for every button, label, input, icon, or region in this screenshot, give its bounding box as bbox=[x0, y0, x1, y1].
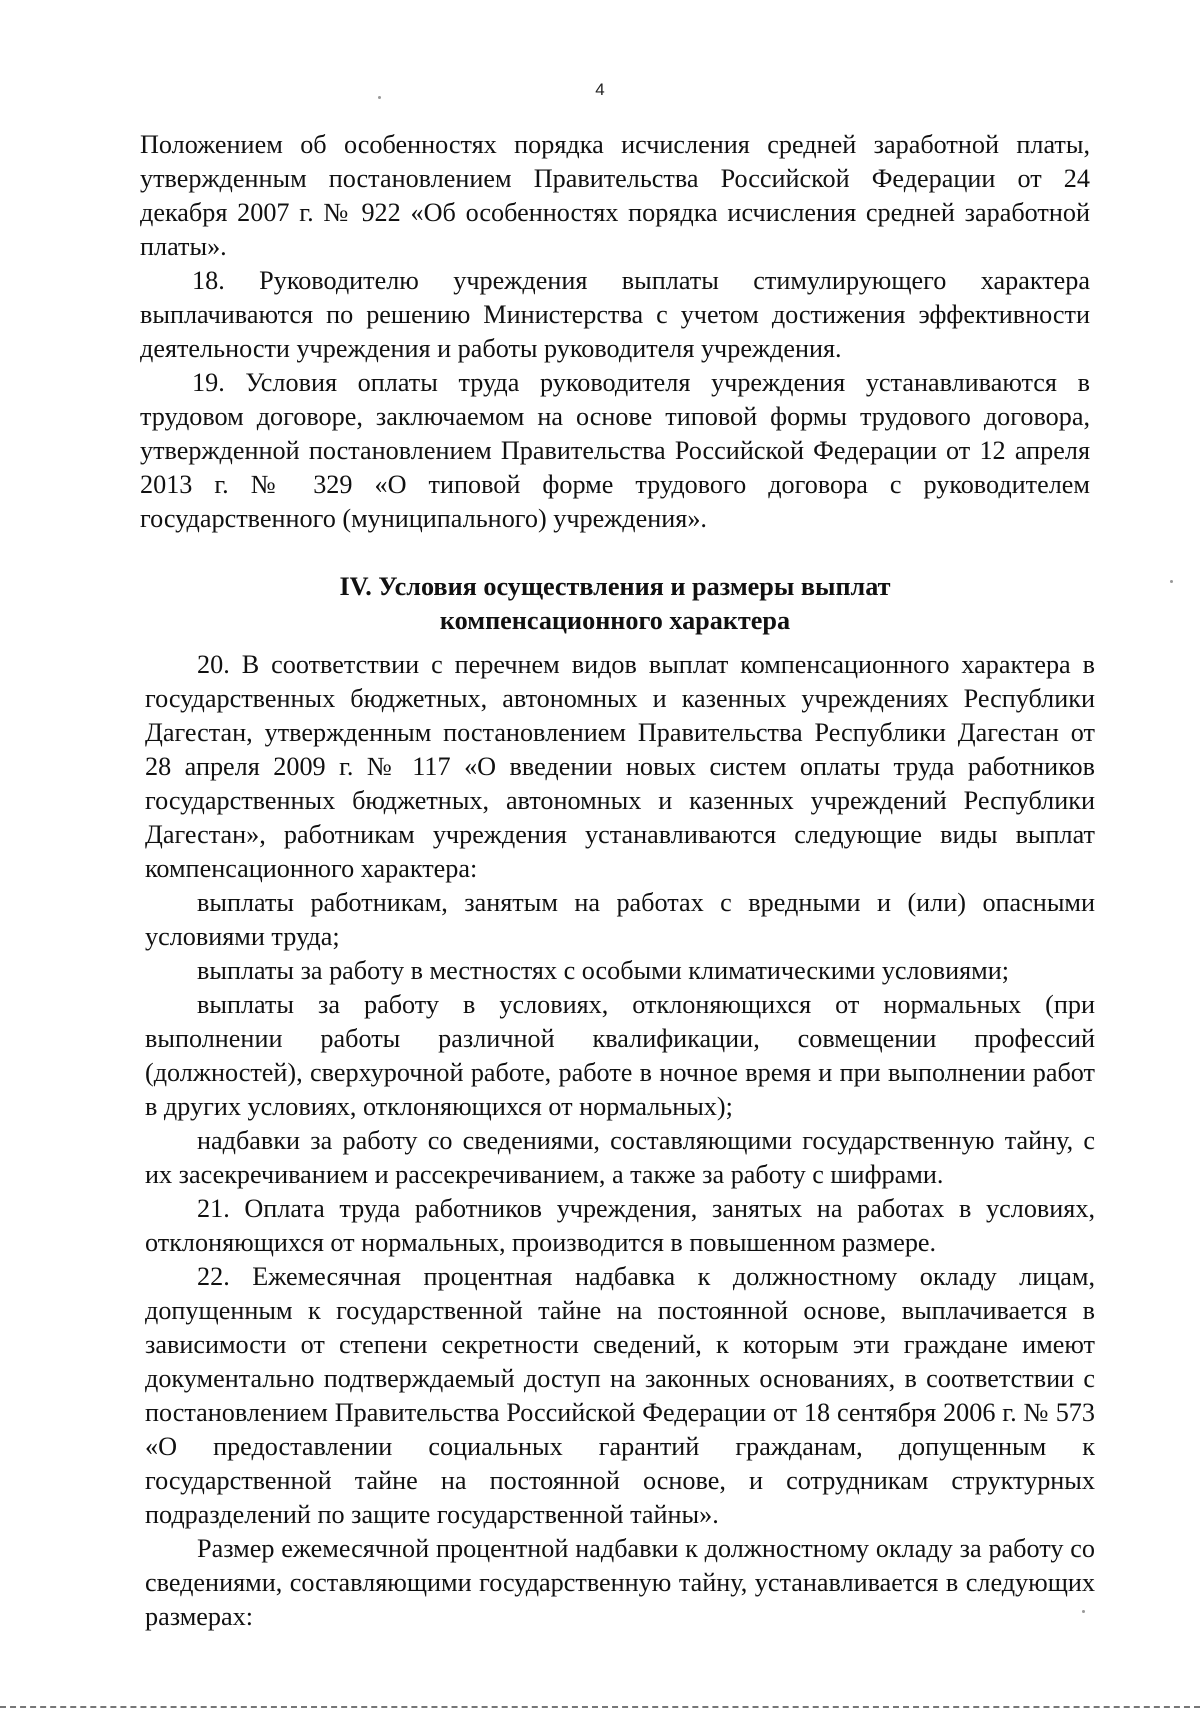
scan-artifact bbox=[1082, 1610, 1085, 1613]
text-block-top bbox=[140, 128, 1090, 638]
section-heading-line-1: IV. Условия осуществления и размеры выплат bbox=[339, 572, 891, 601]
paragraph-19: 19. Условия оплаты труда руководителя учреждения устанавливаются в трудовом договоре, заключаемом на основе типовой формы трудового договора, утвержденной постановлением Правительства Российской Федерации от 12 апреля 2013 г. № 329 «О типовой форме трудового договора с руководителем государственного (муниципального) учреждения». bbox=[140, 368, 1090, 533]
paragraph-20: 20. В соответствии с перечнем видов выплат компенсационного характера в государственных бюджетных, автономных и казенных учреждениях Республики Дагестан, утвержденным постановлением Правительства Республики Дагестан от 28 апреля 2009 г. № 117 «О введении новых систем оплаты труда работников государственных бюджетных, автономных и казенных учреждений Республики Дагестан», работникам учреждения устанавливаются следующие виды выплат компенсационного характера: bbox=[145, 650, 1095, 883]
paragraph-allowance-size: Размер ежемесячной процентной надбавки к должностному окладу за работу со сведениями, составляющими государственную тайну, устанавливается в следующих размерах: bbox=[145, 1534, 1095, 1631]
text-block-section-iv bbox=[145, 648, 1095, 1634]
section-heading-line-2: компенсационного характера bbox=[439, 606, 791, 635]
paragraph-22: 22. Ежемесячная процентная надбавка к должностному окладу лицам, допущенным к государственной тайне на постоянной основе, выплачивается в зависимости от степени секретности сведений, к которым эти граждане имеют документально подтверждаемый доступ на законных основаниях, в соответствии с постановлением Правительства Российской Федерации от 18 сентября 2006 г. № 573 «О предоставлении социальных гарантий гражданам, допущенным к государственной тайне на постоянной основе, и сотрудникам структурных подразделений по защите государственной тайны». bbox=[145, 1262, 1095, 1529]
list-item-harmful-conditions: выплаты работникам, занятым на работах с вредными и (или) опасными условиями труда; bbox=[145, 888, 1095, 951]
paragraph-continuation: Положением об особенностях порядка исчисления средней заработной платы, утвержденным постановлением Правительства Российской Федерации от 24 декабря 2007 г. № 922 «Об особенностях порядка исчисления средней заработной платы». bbox=[140, 130, 1090, 261]
page-number: 4 bbox=[595, 80, 605, 99]
scan-bottom-edge bbox=[0, 1706, 1200, 1708]
list-item-state-secret-allowance: надбавки за работу со сведениями, составляющими государственную тайну, с их засекречиванием и рассекречиванием, а также за работу с шифрами. bbox=[145, 1126, 1095, 1189]
list-item-climatic-conditions: выплаты за работу в местностях с особыми климатическими условиями; bbox=[197, 956, 1010, 985]
list-item-abnormal-conditions: выплаты за работу в условиях, отклоняющихся от нормальных (при выполнении работы различной квалификации, совмещении профессий (должностей), сверхурочной работе, работе в ночное время и при выполнении работ в других условиях, отклоняющихся от нормальных); bbox=[145, 990, 1095, 1121]
paragraph-21: 21. Оплата труда работников учреждения, занятых на работах в условиях, отклоняющихся от нормальных, производится в повышенном размере. bbox=[145, 1194, 1095, 1257]
scan-artifact bbox=[1170, 580, 1173, 583]
paragraph-18: 18. Руководителю учреждения выплаты стимулирующего характера выплачиваются по решению Министерства с учетом достижения эффективности деятельности учреждения и работы руководителя учреждения. bbox=[140, 266, 1090, 363]
scan-artifact bbox=[378, 96, 381, 99]
